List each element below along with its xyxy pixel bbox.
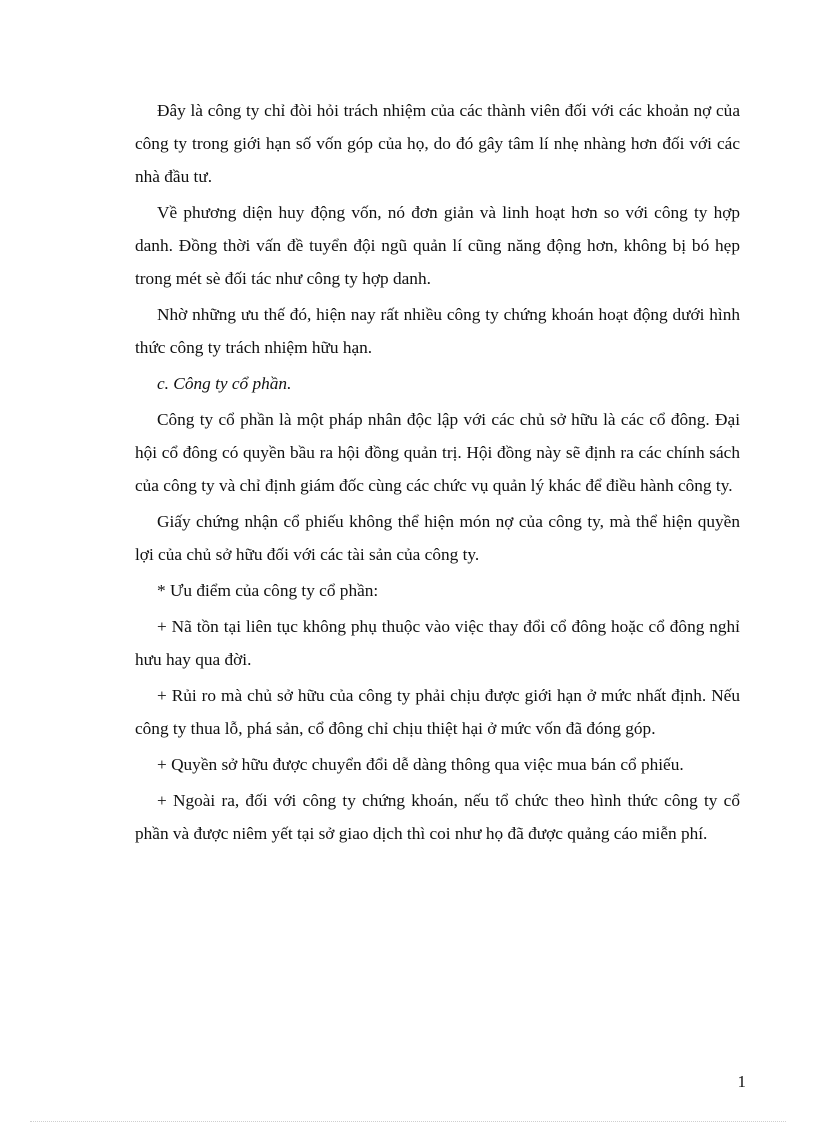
page-number: 1 [737, 1072, 746, 1091]
paragraph-joint-stock-definition: Công ty cổ phần là một pháp nhân độc lập với các chủ sở hữu là các cổ đông. Đại hội cổ đông có quyền bầu ra hội đồng quản trị. Hội đồng này sẽ định ra các chính sách của công ty và chỉ định giám đốc cùng các chức vụ quản lý khác để điều hành công ty. [135, 410, 740, 495]
page-bottom-divider [30, 1121, 786, 1122]
advantage-item-transferability: + Quyền sở hữu được chuyển đổi dễ dàng thông qua việc mua bán cổ phiếu. [157, 755, 684, 774]
paragraph-llc-advantage: Nhờ những ưu thế đó, hiện nay rất nhiều công ty chứng khoán hoạt động dưới hình thức công ty trách nhiệm hữu hạn. [135, 305, 740, 357]
advantage-item-free-advertising: + Ngoài ra, đối với công ty chứng khoán, nếu tổ chức theo hình thức công ty cổ phần và được niêm yết tại sở giao dịch thì coi như họ đã được quảng cáo miễn phí. [135, 791, 740, 843]
advantage-item-continuity: + Nã tồn tại liên tục không phụ thuộc vào việc thay đổi cổ đông hoặc cổ đông nghỉ hưu hay qua đời. [135, 617, 740, 669]
section-heading-joint-stock: c. Công ty cổ phần. [157, 374, 292, 393]
advantages-heading: * Ưu điểm của công ty cổ phần: [157, 581, 379, 600]
paragraph-llc-liability: Đây là công ty chỉ đòi hỏi trách nhiệm của các thành viên đối với các khoản nợ của công ty trong giới hạn số vốn góp của họ, do đó gây tâm lí nhẹ nhàng hơn đối với các nhà đầu tư. [135, 101, 740, 186]
page-body [135, 94, 740, 853]
advantage-item-limited-risk: + Rủi ro mà chủ sở hữu của công ty phải chịu được giới hạn ở mức nhất định. Nếu công ty thua lỗ, phá sản, cổ đông chỉ chịu thiệt hại ở mức vốn đã đóng góp. [135, 686, 740, 738]
paragraph-llc-capital: Về phương diện huy động vốn, nó đơn giản và linh hoạt hơn so với công ty hợp danh. Đồng thời vấn đề tuyển đội ngũ quản lí cũng năng động hơn, không bị bó hẹp trong mét sè đối tác như công ty hợp danh. [135, 203, 740, 288]
paragraph-share-certificate: Giấy chứng nhận cổ phiếu không thể hiện món nợ của công ty, mà thể hiện quyền lợi của chủ sở hữu đối với các tài sản của công ty. [135, 512, 740, 564]
